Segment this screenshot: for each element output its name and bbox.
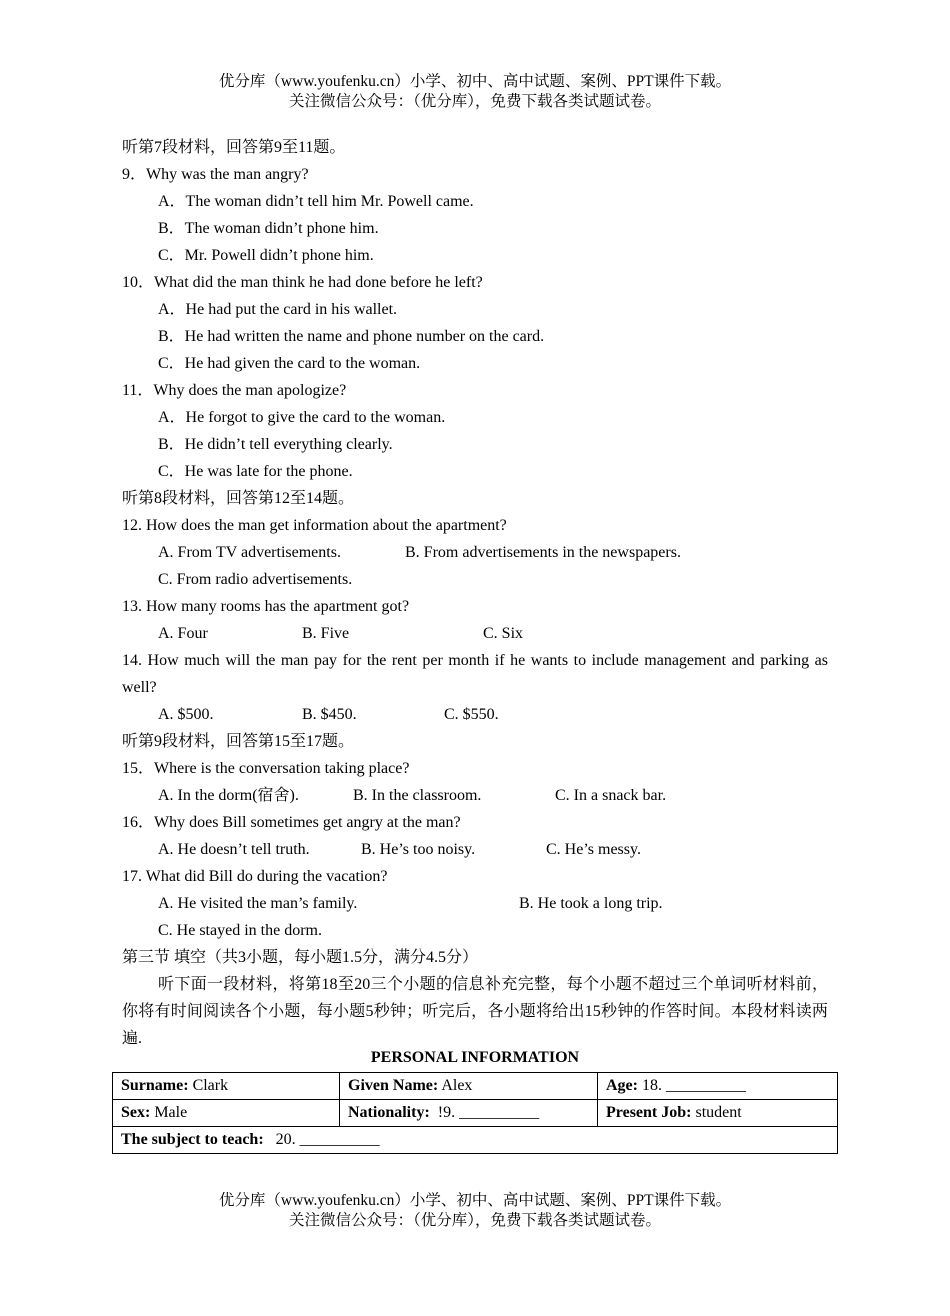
given-name-value: Alex xyxy=(438,1077,473,1094)
question-14-option-b: B. $450. xyxy=(302,706,357,723)
question-15-options-row xyxy=(122,782,828,809)
question-16-option-c: C. He’s messy. xyxy=(546,841,641,858)
nationality-cell xyxy=(340,1100,598,1127)
age-value: 18. __________ xyxy=(637,1077,746,1094)
table-row xyxy=(113,1127,838,1154)
table-row xyxy=(113,1100,838,1127)
question-12-option-a: A. From TV advertisements. xyxy=(158,544,341,561)
question-13-option-a: A. Four xyxy=(158,625,208,642)
question-17-option-a: A. He visited the man’s family. xyxy=(158,895,358,912)
nationality-value: !9. __________ xyxy=(429,1104,540,1121)
exam-content xyxy=(122,134,828,1052)
age-cell xyxy=(598,1073,838,1100)
sex-label: Sex: xyxy=(121,1104,151,1121)
question-15-option-a: A. In the dorm(宿舍). xyxy=(158,787,299,804)
question-16-stem: 16．Why does Bill sometimes get angry at the man? xyxy=(122,814,461,831)
surname-cell xyxy=(113,1073,340,1100)
section-7-heading: 听第7段材料，回答第9至11题。 xyxy=(122,139,346,156)
question-15-option-c: C. In a snack bar. xyxy=(555,787,667,804)
page-footer xyxy=(0,1191,950,1231)
question-17-options-row xyxy=(122,890,828,917)
page-header xyxy=(0,72,950,112)
question-9-option-a: A．The woman didn’t tell him Mr. Powell came. xyxy=(158,193,474,210)
question-14-option-a: A. $500. xyxy=(158,706,214,723)
part-3-title: 第三节 填空（共3小题，每小题1.5分，满分4.5分） xyxy=(122,949,479,966)
question-15-stem: 15．Where is the conversation taking place? xyxy=(122,760,410,777)
present-job-cell xyxy=(598,1100,838,1127)
table-row xyxy=(113,1073,838,1100)
question-12-stem: 12. How does the man get information about the apartment? xyxy=(122,517,507,534)
question-9-stem: 9．Why was the man angry? xyxy=(122,166,309,183)
question-9-option-c: C．Mr. Powell didn’t phone him. xyxy=(158,247,374,264)
question-13-stem: 13. How many rooms has the apartment got? xyxy=(122,598,410,615)
given-name-label: Given Name: xyxy=(348,1077,439,1094)
personal-information-table xyxy=(112,1072,838,1154)
surname-label: Surname: xyxy=(121,1077,189,1094)
question-13-options-row xyxy=(122,620,828,647)
question-14-options-row xyxy=(122,701,828,728)
question-11-stem: 11．Why does the man apologize? xyxy=(122,382,347,399)
surname-value: Clark xyxy=(188,1077,229,1094)
question-16-option-b: B. He’s too noisy. xyxy=(361,841,476,858)
question-12-option-c: C. From radio advertisements. xyxy=(158,571,353,588)
present-job-value: student xyxy=(691,1104,742,1121)
subject-cell xyxy=(113,1127,838,1154)
question-10-option-a: A．He had put the card in his wallet. xyxy=(158,301,398,318)
question-17-stem: 17. What did Bill do during the vacation? xyxy=(122,868,388,885)
footer-line-2: 关注微信公众号：（优分库），免费下载各类试题试卷。 xyxy=(288,1212,661,1229)
question-12-options-row xyxy=(122,539,828,566)
question-10-stem: 10．What did the man think he had done before he left? xyxy=(122,274,483,291)
question-10-option-c: C．He had given the card to the woman. xyxy=(158,355,421,372)
section-9-heading: 听第9段材料，回答第15至17题。 xyxy=(122,733,355,750)
question-11-option-a: A．He forgot to give the card to the woman. xyxy=(158,409,446,426)
question-11-option-b: B．He didn’t tell everything clearly. xyxy=(158,436,393,453)
question-10-option-b: B．He had written the name and phone number on the card. xyxy=(158,328,545,345)
question-16-option-a: A. He doesn’t tell truth. xyxy=(158,841,310,858)
question-13-option-c: C. Six xyxy=(483,625,524,642)
present-job-label: Present Job: xyxy=(606,1104,692,1121)
age-label: Age: xyxy=(606,1077,638,1094)
question-9-option-b: B．The woman didn’t phone him. xyxy=(158,220,379,237)
question-14-option-c: C. $550. xyxy=(444,706,499,723)
sex-value: Male xyxy=(150,1104,188,1121)
header-line-2: 关注微信公众号：（优分库），免费下载各类试题试卷。 xyxy=(288,93,661,110)
question-14-stem: 14. How much will the man pay for the rent per month if he wants to include management and parking as well? xyxy=(122,652,828,696)
footer-line-1: 优分库（www.youfenku.cn）小学、初中、高中试题、案例、PPT课件下载。 xyxy=(218,1192,732,1209)
part-3-instructions: 听下面一段材料，将第18至20三个小题的信息补充完整，每个小题不超过三个单词听材料前，你将有时间阅读各个小题，每小题5秒钟；听完后，各小题将给出15秒钟的作答时间。本段材料读两遍. xyxy=(122,976,828,1047)
given-name-cell xyxy=(340,1073,598,1100)
question-17-option-b: B. He took a long trip. xyxy=(519,895,663,912)
question-12-option-b: B. From advertisements in the newspapers. xyxy=(405,544,681,561)
table-title: PERSONAL INFORMATION xyxy=(370,1049,580,1066)
header-line-1: 优分库（www.youfenku.cn）小学、初中、高中试题、案例、PPT课件下载。 xyxy=(218,73,732,90)
question-15-option-b: B. In the classroom. xyxy=(353,787,482,804)
question-11-option-c: C．He was late for the phone. xyxy=(158,463,353,480)
subject-value: 20. __________ xyxy=(263,1131,380,1148)
nationality-label: Nationality: xyxy=(348,1104,430,1121)
question-17-option-c: C. He stayed in the dorm. xyxy=(158,922,322,939)
sex-cell xyxy=(113,1100,340,1127)
question-16-options-row xyxy=(122,836,828,863)
question-13-option-b: B. Five xyxy=(302,625,350,642)
section-8-heading: 听第8段材料，回答第12至14题。 xyxy=(122,490,355,507)
subject-label: The subject to teach: xyxy=(121,1131,264,1148)
